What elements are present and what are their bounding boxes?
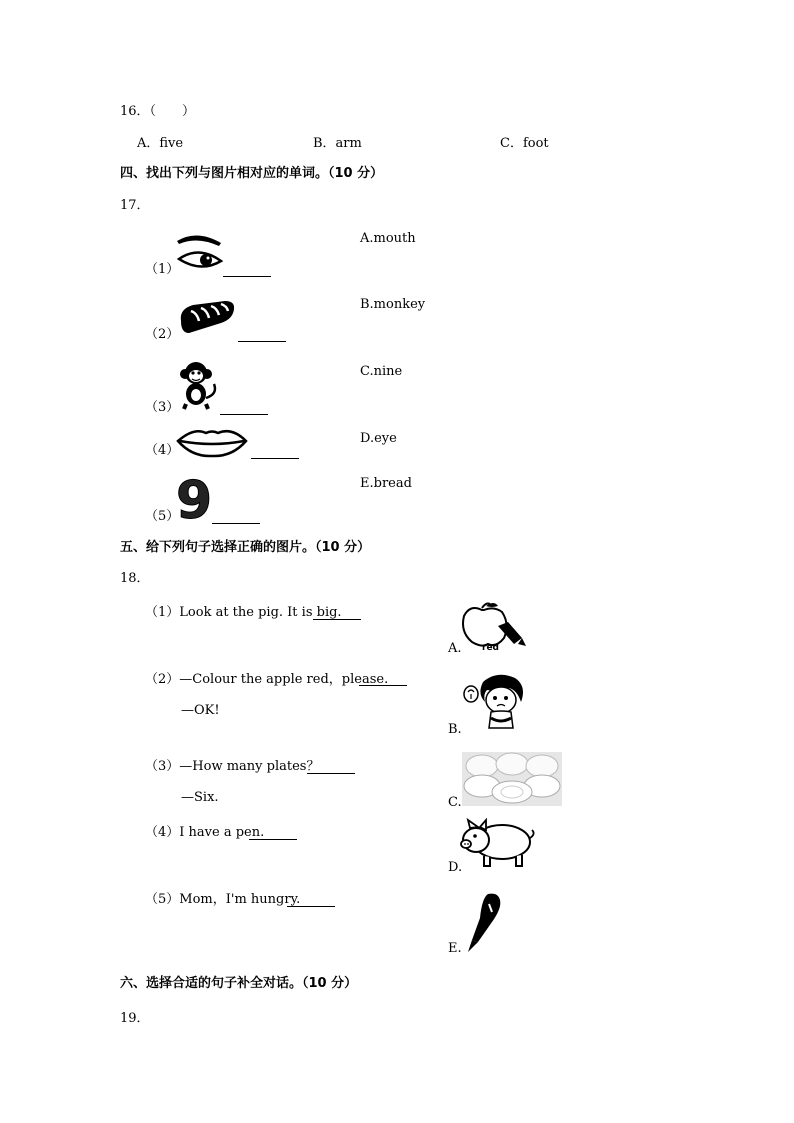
picture-a-caption: red bbox=[482, 643, 499, 652]
sentence-blank-1[interactable] bbox=[313, 619, 361, 620]
sentence-1-text: Look at the pig. It is big. bbox=[179, 605, 342, 620]
word-option-d: D.eye bbox=[360, 431, 397, 446]
item-1-label: （1） bbox=[145, 262, 180, 277]
sentence-5-label: （5） bbox=[145, 892, 180, 907]
picture-b-letter: B. bbox=[448, 722, 462, 737]
sentence-3-text: —How many plates？ bbox=[179, 759, 320, 774]
picture-a-letter: A. bbox=[448, 641, 462, 656]
answer-blank-3[interactable] bbox=[220, 414, 268, 415]
answer-blank-2[interactable] bbox=[238, 341, 286, 342]
picture-c-letter: C. bbox=[448, 795, 462, 810]
eye-icon bbox=[175, 231, 225, 273]
item-5-label: （5） bbox=[145, 509, 180, 524]
sentence-5 bbox=[145, 892, 300, 908]
question-18-number: 18． bbox=[120, 571, 150, 586]
answer-blank-4[interactable] bbox=[251, 458, 299, 459]
sentence-3 bbox=[145, 759, 319, 775]
red-apple-icon bbox=[460, 600, 530, 652]
section-4-heading: 四、找出下列与图片相对应的单词。（10 分） bbox=[120, 166, 384, 181]
picture-d-letter: D. bbox=[448, 860, 463, 875]
sentence-4-label: （4） bbox=[145, 825, 180, 840]
answer-blank-5[interactable] bbox=[212, 523, 260, 524]
word-option-c: C.nine bbox=[360, 364, 403, 379]
pen-icon bbox=[462, 890, 506, 954]
sentence-2-text: —Colour the apple red，please. bbox=[179, 672, 389, 687]
word-option-b: B.monkey bbox=[360, 297, 426, 312]
sentence-blank-4[interactable] bbox=[249, 839, 297, 840]
pig-icon bbox=[460, 818, 536, 870]
sentence-2-reply: —OK! bbox=[181, 703, 220, 718]
item-3-label: （3） bbox=[145, 400, 180, 415]
option-c: C．foot bbox=[500, 136, 549, 151]
item-2-label: （2） bbox=[145, 327, 180, 342]
sentence-blank-2[interactable] bbox=[359, 685, 407, 686]
sentence-blank-5[interactable] bbox=[287, 906, 335, 907]
sentence-3-reply: —Six. bbox=[181, 790, 219, 805]
item-4-label: （4） bbox=[145, 443, 180, 458]
option-a: A．five bbox=[137, 136, 184, 151]
section-5-heading: 五、给下列句子选择正确的图片。（10 分） bbox=[120, 540, 371, 555]
plates-icon bbox=[462, 752, 562, 806]
sentence-4 bbox=[145, 825, 264, 841]
monkey-icon bbox=[176, 360, 220, 410]
sentence-2 bbox=[145, 672, 388, 688]
mouth-icon bbox=[176, 425, 248, 459]
question-17-number: 17． bbox=[120, 198, 150, 213]
section-6-heading: 六、选择合适的句子补全对话。（10 分） bbox=[120, 976, 358, 991]
sentence-3-label: （3） bbox=[145, 759, 180, 774]
question-19-number: 19． bbox=[120, 1011, 150, 1026]
svg-text:9: 9 bbox=[176, 474, 213, 522]
word-option-a: A.mouth bbox=[360, 231, 416, 246]
sentence-4-text: I have a pen. bbox=[179, 825, 265, 840]
sentence-blank-3[interactable] bbox=[307, 773, 355, 774]
sentence-2-label: （2） bbox=[145, 672, 180, 687]
option-b: B．arm bbox=[313, 136, 362, 151]
nine-icon bbox=[174, 474, 214, 522]
word-option-e: E.bread bbox=[360, 476, 412, 491]
bread-icon bbox=[177, 299, 237, 337]
sentence-1-label: （1） bbox=[145, 605, 180, 620]
picture-e-letter: E. bbox=[448, 941, 462, 956]
answer-blank-1[interactable] bbox=[223, 276, 271, 277]
question-16-number: 16．（ ） bbox=[120, 104, 196, 119]
sentence-5-text: Mom，I'm hungry. bbox=[179, 892, 301, 907]
hungry-girl-icon bbox=[461, 672, 527, 732]
